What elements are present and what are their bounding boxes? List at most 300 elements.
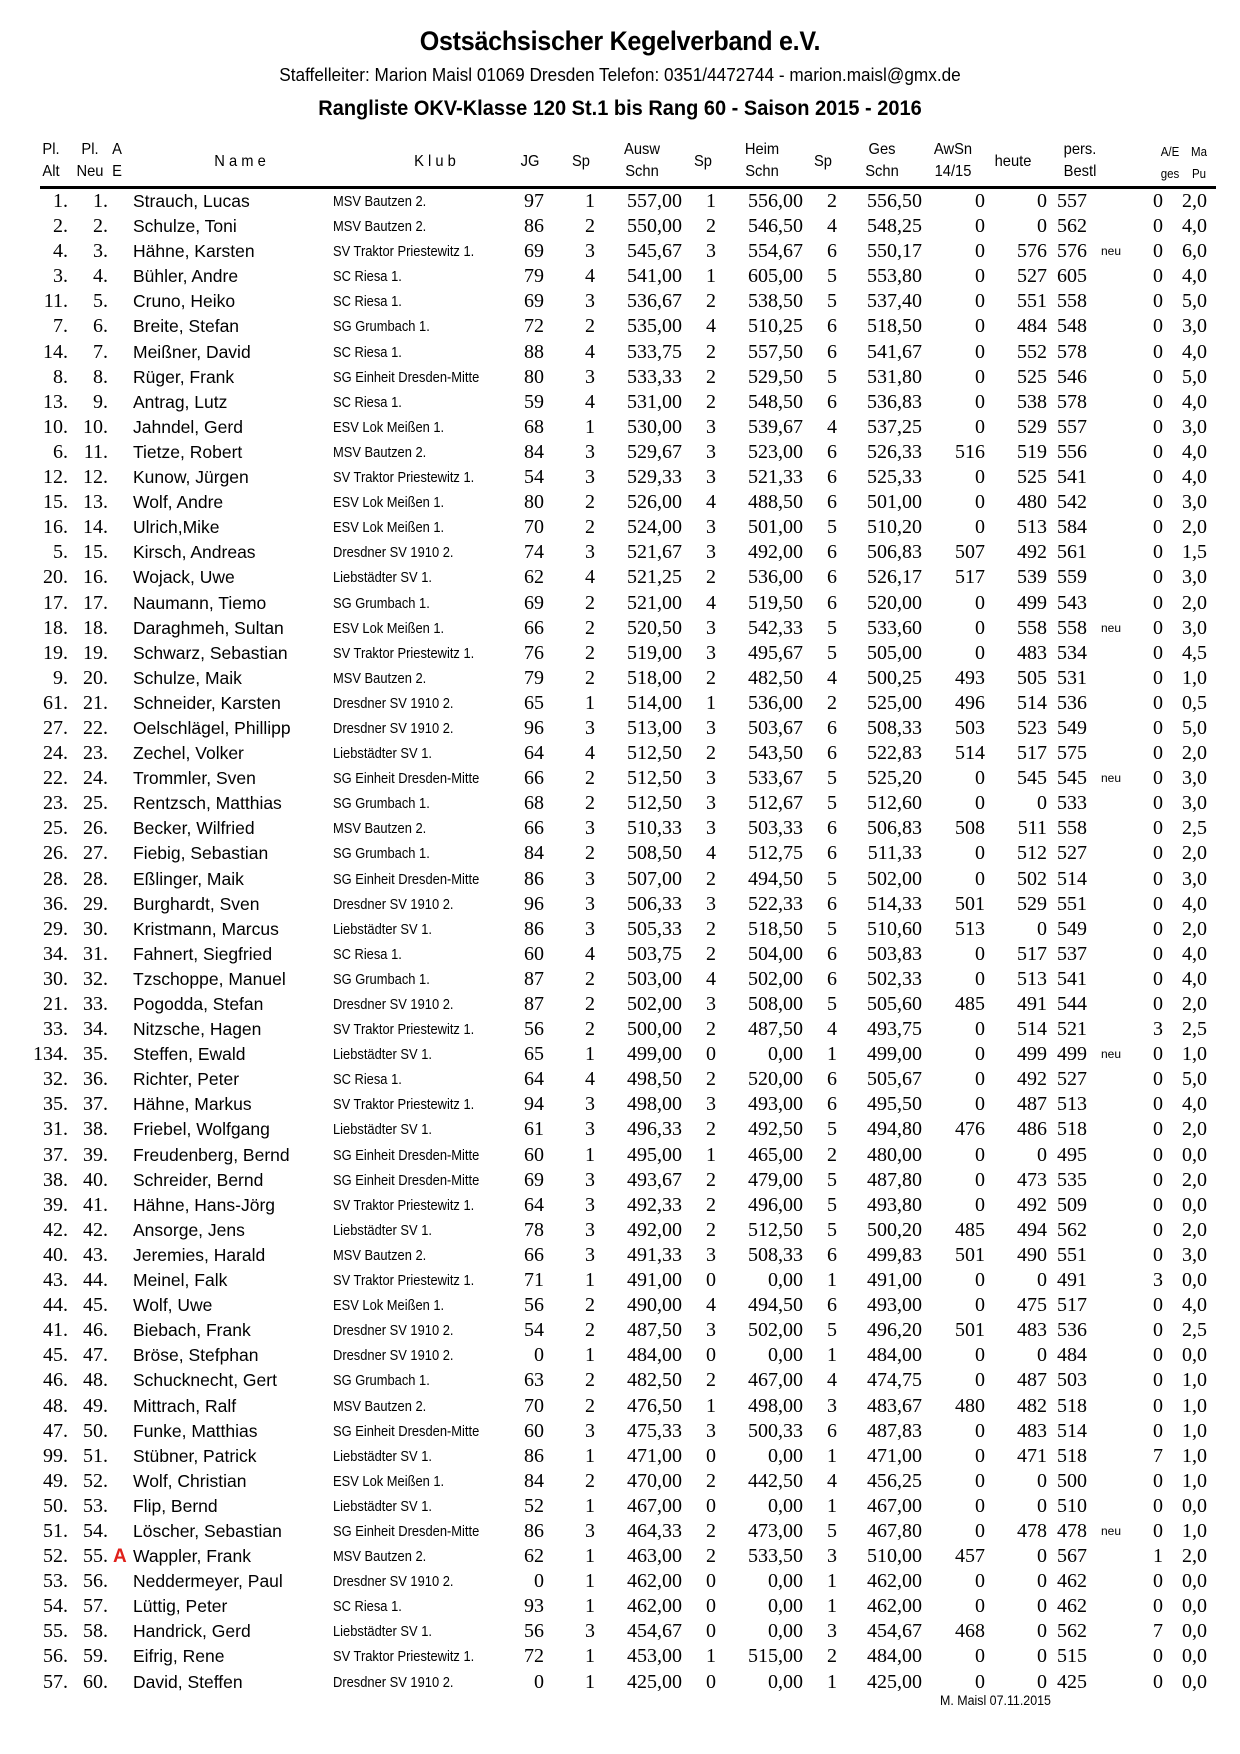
cell-sp1: 3 — [585, 1118, 595, 1141]
table-row — [0, 1293, 1240, 1318]
cell-sp2: 3 — [706, 466, 716, 489]
table-row — [0, 1444, 1240, 1469]
cell-ae-ges: 0 — [1153, 315, 1163, 338]
cell-sp3: 2 — [827, 691, 837, 714]
cell-pl-neu: 59. — [83, 1645, 108, 1668]
cell-ges-schn: 501,00 — [867, 491, 922, 514]
table-row — [0, 766, 1240, 791]
cell-pers-best: 558 — [1057, 616, 1087, 639]
cell-club: SC Riesa 1. — [333, 945, 402, 963]
cell-heim-schn: 536,00 — [748, 691, 803, 714]
cell-name: Richter, Peter — [133, 1069, 240, 1090]
cell-pl-alt: 4. — [53, 240, 68, 263]
cell-ma-pu: 2,0 — [1182, 1218, 1207, 1241]
cell-jg: 96 — [524, 892, 544, 915]
cell-heim-schn: 512,75 — [748, 842, 803, 865]
cell-pl-neu: 12. — [83, 466, 108, 489]
cell-heim-schn: 0,00 — [768, 1269, 803, 1292]
cell-heim-schn: 494,50 — [748, 867, 803, 890]
col-heute: heute — [994, 153, 1032, 170]
cell-ausw-schn: 513,00 — [627, 716, 682, 739]
cell-heim-schn: 0,00 — [768, 1444, 803, 1467]
cell-ma-pu: 1,5 — [1182, 541, 1207, 564]
cell-neu-flag: neu — [1101, 1047, 1122, 1062]
cell-jg: 96 — [524, 716, 544, 739]
cell-sp1: 2 — [585, 1369, 595, 1392]
cell-ausw-schn: 503,75 — [627, 942, 682, 965]
cell-ae-ges: 1 — [1153, 1545, 1163, 1568]
cell-name: Meinel, Falk — [133, 1270, 228, 1291]
cell-sp1: 3 — [585, 817, 595, 840]
cell-club: SV Traktor Priestewitz 1. — [333, 1272, 475, 1290]
cell-pl-neu: 38. — [83, 1118, 108, 1141]
cell-sp1: 2 — [585, 967, 595, 990]
cell-ae-ges: 0 — [1153, 1645, 1163, 1668]
cell-club: SG Einheit Dresden-Mitte — [333, 1146, 480, 1164]
col-awsn-1: AwSn — [933, 141, 973, 158]
cell-pl-alt: 54. — [43, 1595, 68, 1618]
cell-jg: 56 — [524, 1620, 544, 1643]
cell-awsn: 0 — [975, 867, 985, 890]
cell-jg: 79 — [524, 265, 544, 288]
cell-ausw-schn: 519,00 — [627, 641, 682, 664]
cell-pers-best: 527 — [1057, 842, 1087, 865]
cell-sp1: 1 — [585, 415, 595, 438]
cell-ges-schn: 537,40 — [867, 290, 922, 313]
cell-ges-schn: 493,75 — [867, 1018, 922, 1041]
cell-ausw-schn: 557,00 — [627, 190, 682, 212]
cell-heute: 475 — [1017, 1294, 1047, 1317]
cell-ae-ges: 0 — [1153, 792, 1163, 815]
cell-heim-schn: 488,50 — [748, 491, 803, 514]
cell-name: Pogodda, Stefan — [133, 994, 264, 1014]
cell-name: Meißner, David — [133, 341, 251, 362]
cell-name: Funke, Matthias — [133, 1420, 258, 1441]
ranking-heading: Rangliste OKV-Klasse 120 St.1 bis Rang 60 - Saison 2015 - 2016 — [318, 96, 922, 120]
cell-sp2: 2 — [706, 215, 716, 238]
cell-heute: 0 — [1037, 1344, 1047, 1367]
col-mapu-2: Pu — [1191, 167, 1207, 181]
cell-club: MSV Bautzen 2. — [333, 669, 427, 687]
cell-ausw-schn: 493,67 — [627, 1168, 682, 1191]
cell-pl-alt: 3. — [53, 265, 68, 288]
cell-heute: 513 — [1017, 967, 1047, 990]
cell-sp3: 6 — [827, 817, 837, 840]
cell-heute: 511 — [1017, 817, 1047, 840]
col-best-2: Bestl — [1063, 163, 1097, 180]
cell-heim-schn: 556,00 — [748, 190, 803, 212]
cell-jg: 69 — [524, 591, 544, 614]
cell-heute: 505 — [1017, 666, 1047, 689]
cell-ges-schn: 556,50 — [867, 190, 922, 212]
cell-sp3: 2 — [827, 1143, 837, 1166]
cell-jg: 84 — [524, 440, 544, 463]
table-row — [0, 1268, 1240, 1293]
cell-pers-best: 515 — [1057, 1645, 1087, 1668]
cell-pers-best: 557 — [1057, 190, 1087, 212]
cell-name: David, Steffen — [133, 1671, 243, 1692]
cell-ae-ges: 0 — [1153, 742, 1163, 765]
table-row — [0, 239, 1240, 264]
cell-heute: 486 — [1017, 1118, 1047, 1141]
cell-pers-best: 541 — [1057, 466, 1087, 489]
cell-ma-pu: 5,0 — [1182, 1068, 1207, 1091]
cell-pers-best: 543 — [1057, 591, 1087, 614]
cell-heim-schn: 0,00 — [768, 1620, 803, 1643]
cell-awsn: 485 — [955, 993, 985, 1015]
cell-ausw-schn: 470,00 — [627, 1469, 682, 1492]
cell-ausw-schn: 506,33 — [627, 892, 682, 915]
cell-ges-schn: 505,67 — [867, 1068, 922, 1091]
cell-pl-alt: 35. — [43, 1093, 68, 1116]
cell-name: Cruno, Heiko — [133, 291, 236, 312]
cell-ges-schn: 506,83 — [867, 817, 922, 840]
cell-neu-flag: neu — [1101, 244, 1122, 259]
cell-awsn: 0 — [975, 516, 985, 539]
cell-pl-alt: 61. — [43, 691, 68, 714]
cell-name: Rentzsch, Matthias — [133, 793, 282, 814]
cell-ausw-schn: 521,00 — [627, 591, 682, 614]
cell-sp2: 3 — [706, 641, 716, 664]
cell-ges-schn: 536,83 — [867, 390, 922, 413]
cell-pl-neu: 13. — [83, 491, 108, 514]
table-row — [0, 1368, 1240, 1393]
col-ae-1: A — [112, 141, 122, 158]
cell-ae-ges: 0 — [1153, 1570, 1163, 1593]
cell-heute: 523 — [1017, 716, 1047, 739]
cell-sp1: 2 — [585, 792, 595, 815]
cell-sp3: 5 — [827, 1118, 837, 1141]
cell-awsn: 0 — [975, 792, 985, 815]
cell-club: ESV Lok Meißen 1. — [333, 1472, 445, 1490]
cell-jg: 66 — [524, 817, 544, 840]
cell-pers-best: 575 — [1057, 742, 1087, 765]
cell-heim-schn: 521,33 — [748, 466, 803, 489]
cell-ae-ges: 0 — [1153, 240, 1163, 263]
cell-heute: 514 — [1017, 1018, 1047, 1041]
cell-ausw-schn: 463,00 — [627, 1545, 682, 1568]
cell-ae-ges: 0 — [1153, 1218, 1163, 1241]
cell-pl-neu: 49. — [83, 1394, 108, 1417]
cell-sp1: 2 — [585, 842, 595, 865]
cell-sp1: 3 — [585, 1168, 595, 1191]
table-row — [0, 1067, 1240, 1092]
cell-club: SG Grumbach 1. — [333, 318, 430, 336]
cell-heute: 525 — [1017, 365, 1047, 388]
cell-pl-neu: 22. — [83, 716, 108, 739]
cell-ae-ges: 0 — [1153, 1369, 1163, 1392]
cell-sp3: 6 — [827, 967, 837, 990]
cell-pl-neu: 46. — [83, 1319, 108, 1342]
cell-sp3: 6 — [827, 491, 837, 514]
cell-sp1: 2 — [585, 315, 595, 338]
cell-pers-best: 517 — [1057, 1294, 1087, 1317]
cell-pers-best: 518 — [1057, 1444, 1087, 1467]
cell-ges-schn: 510,60 — [867, 917, 922, 940]
cell-sp1: 3 — [585, 290, 595, 313]
cell-sp2: 0 — [706, 1620, 716, 1643]
cell-jg: 87 — [524, 967, 544, 990]
cell-ae-ges: 0 — [1153, 1394, 1163, 1417]
cell-sp3: 6 — [827, 566, 837, 589]
cell-ges-schn: 506,83 — [867, 541, 922, 564]
cell-ae-ges: 3 — [1153, 1018, 1163, 1041]
cell-pl-neu: 56. — [83, 1570, 108, 1593]
cell-heute: 0 — [1037, 215, 1047, 238]
cell-jg: 68 — [524, 415, 544, 438]
table-row — [0, 1494, 1240, 1519]
cell-heute: 545 — [1017, 767, 1047, 790]
cell-ges-schn: 483,67 — [867, 1394, 922, 1417]
cell-ma-pu: 3,0 — [1182, 767, 1207, 790]
table-row — [0, 616, 1240, 641]
cell-ae-ges: 0 — [1153, 1319, 1163, 1342]
cell-awsn: 480 — [955, 1394, 985, 1417]
cell-pl-neu: 45. — [83, 1294, 108, 1317]
cell-club: Dresdner SV 1910 2. — [333, 544, 454, 562]
col-ges-1: Ges — [868, 141, 896, 158]
cell-jg: 56 — [524, 1018, 544, 1041]
table-row — [0, 289, 1240, 314]
table-row — [0, 465, 1240, 490]
cell-pl-neu: 31. — [83, 942, 108, 965]
cell-pl-neu: 48. — [83, 1369, 108, 1392]
cell-club: ESV Lok Meißen 1. — [333, 519, 445, 537]
cell-name: Schneider, Karsten — [133, 692, 281, 713]
cell-pers-best: 542 — [1057, 491, 1087, 514]
cell-pl-alt: 43. — [43, 1269, 68, 1292]
cell-ae-ges: 0 — [1153, 1168, 1163, 1191]
cell-pers-best: 584 — [1057, 516, 1087, 539]
cell-awsn: 0 — [975, 767, 985, 790]
col-awsn-2: 14/15 — [934, 163, 972, 180]
cell-awsn: 496 — [955, 691, 985, 714]
cell-club: SC Riesa 1. — [333, 1071, 402, 1089]
cell-ausw-schn: 462,00 — [627, 1595, 682, 1618]
cell-ausw-schn: 505,33 — [627, 917, 682, 940]
cell-sp2: 4 — [706, 967, 716, 990]
cell-sp2: 2 — [706, 566, 716, 589]
cell-jg: 65 — [524, 1043, 544, 1066]
cell-pers-best: 484 — [1057, 1344, 1087, 1367]
cell-awsn: 0 — [975, 1344, 985, 1367]
cell-heim-schn: 473,00 — [748, 1519, 803, 1542]
cell-awsn: 0 — [975, 340, 985, 363]
cell-sp1: 1 — [585, 1545, 595, 1568]
cell-club: SG Grumbach 1. — [333, 970, 430, 988]
table-row — [0, 189, 1240, 214]
cell-ges-schn: 512,60 — [867, 792, 922, 815]
cell-ae-ges: 0 — [1153, 942, 1163, 965]
cell-name: Naumann, Tiemo — [133, 592, 267, 613]
cell-ausw-schn: 491,00 — [627, 1269, 682, 1292]
cell-ausw-schn: 521,67 — [627, 541, 682, 564]
cell-jg: 88 — [524, 340, 544, 363]
cell-name: Burghardt, Sven — [133, 893, 260, 914]
cell-heim-schn: 482,50 — [748, 666, 803, 689]
cell-pers-best: 535 — [1057, 1168, 1087, 1191]
cell-sp2: 1 — [706, 190, 716, 212]
cell-pl-neu: 37. — [83, 1093, 108, 1116]
cell-sp3: 5 — [827, 1168, 837, 1191]
cell-ma-pu: 2,0 — [1182, 1118, 1207, 1141]
cell-pl-neu: 42. — [83, 1218, 108, 1241]
cell-pl-alt: 57. — [43, 1670, 68, 1693]
cell-pers-best: 531 — [1057, 666, 1087, 689]
cell-heim-schn: 496,00 — [748, 1193, 803, 1216]
cell-sp3: 6 — [827, 315, 837, 338]
cell-pers-best: 545 — [1057, 767, 1087, 790]
cell-pl-alt: 53. — [43, 1570, 68, 1593]
cell-pl-alt: 10. — [43, 415, 68, 438]
cell-sp2: 3 — [706, 1093, 716, 1116]
cell-sp2: 3 — [706, 541, 716, 564]
cell-pers-best: 558 — [1057, 290, 1087, 313]
cell-sp2: 1 — [706, 1394, 716, 1417]
cell-ges-schn: 462,00 — [867, 1570, 922, 1593]
cell-club: Dresdner SV 1910 2. — [333, 1673, 454, 1691]
cell-pl-alt: 36. — [43, 892, 68, 915]
cell-ausw-schn: 467,00 — [627, 1494, 682, 1517]
cell-heute: 0 — [1037, 1670, 1047, 1693]
cell-pers-best: 514 — [1057, 1419, 1087, 1442]
table-row — [0, 666, 1240, 691]
cell-pl-neu: 2. — [93, 215, 108, 238]
cell-club: SV Traktor Priestewitz 1. — [333, 243, 475, 261]
cell-pl-neu: 24. — [83, 767, 108, 790]
cell-sp1: 4 — [585, 390, 595, 413]
cell-pl-neu: 41. — [83, 1193, 108, 1216]
cell-name: Oelschlägel, Phillipp — [133, 717, 291, 738]
cell-pers-best: 536 — [1057, 1319, 1087, 1342]
cell-jg: 61 — [524, 1118, 544, 1141]
cell-sp1: 3 — [585, 541, 595, 564]
cell-sp3: 6 — [827, 390, 837, 413]
cell-jg: 86 — [524, 215, 544, 238]
cell-sp3: 5 — [827, 1193, 837, 1216]
cell-ma-pu: 4,0 — [1182, 1294, 1207, 1317]
cell-heim-schn: 543,50 — [748, 742, 803, 765]
cell-sp2: 2 — [706, 340, 716, 363]
cell-sp2: 2 — [706, 1519, 716, 1542]
cell-pers-best: 513 — [1057, 1093, 1087, 1116]
cell-name: Neddermeyer, Paul — [133, 1571, 283, 1592]
cell-ae-ges: 0 — [1153, 993, 1163, 1015]
cell-pl-alt: 30. — [43, 967, 68, 990]
cell-jg: 86 — [524, 1444, 544, 1467]
cell-name: Löscher, Sebastian — [133, 1520, 282, 1541]
cell-pers-best: 527 — [1057, 1068, 1087, 1091]
cell-sp1: 3 — [585, 1419, 595, 1442]
cell-heute: 487 — [1017, 1093, 1047, 1116]
cell-ausw-schn: 464,33 — [627, 1519, 682, 1542]
cell-ae-ges: 0 — [1153, 1419, 1163, 1442]
cell-awsn: 0 — [975, 641, 985, 664]
cell-pl-alt: 41. — [43, 1319, 68, 1342]
cell-name: Bröse, Stefphan — [133, 1345, 259, 1366]
table-row — [0, 540, 1240, 565]
cell-jg: 54 — [524, 1319, 544, 1342]
cell-sp2: 3 — [706, 792, 716, 815]
cell-pl-neu: 25. — [83, 792, 108, 815]
cell-ausw-schn: 541,00 — [627, 265, 682, 288]
cell-name: Zechel, Volker — [133, 743, 244, 764]
cell-pl-alt: 48. — [43, 1394, 68, 1417]
cell-ausw-schn: 545,67 — [627, 240, 682, 263]
cell-ges-schn: 505,00 — [867, 641, 922, 664]
cell-pl-neu: 53. — [83, 1494, 108, 1517]
cell-club: SV Traktor Priestewitz 1. — [333, 1196, 475, 1214]
cell-pl-neu: 15. — [83, 541, 108, 564]
cell-sp2: 2 — [706, 390, 716, 413]
cell-pl-neu: 23. — [83, 742, 108, 765]
cell-ae-ges: 0 — [1153, 516, 1163, 539]
cell-ma-pu: 3,0 — [1182, 315, 1207, 338]
col-sp3: Sp — [813, 153, 832, 170]
cell-club: Dresdner SV 1910 2. — [333, 719, 454, 737]
cell-ae-ges: 0 — [1153, 1143, 1163, 1166]
table-row — [0, 1419, 1240, 1444]
cell-sp3: 6 — [827, 742, 837, 765]
cell-sp3: 2 — [827, 1645, 837, 1668]
cell-ges-schn: 502,33 — [867, 967, 922, 990]
cell-ges-schn: 484,00 — [867, 1645, 922, 1668]
cell-pl-alt: 2. — [53, 215, 68, 238]
cell-jg: 70 — [524, 1394, 544, 1417]
cell-awsn: 0 — [975, 365, 985, 388]
cell-jg: 97 — [524, 190, 544, 212]
cell-pl-alt: 7. — [53, 315, 68, 338]
cell-club: SG Einheit Dresden-Mitte — [333, 1171, 480, 1189]
cell-pl-alt: 38. — [43, 1168, 68, 1191]
cell-name: Jahndel, Gerd — [133, 416, 243, 437]
cell-awsn: 0 — [975, 290, 985, 313]
cell-ma-pu: 1,0 — [1182, 1419, 1207, 1442]
cell-heim-schn: 494,50 — [748, 1294, 803, 1317]
cell-name: Kristmann, Marcus — [133, 918, 279, 939]
cell-name: Steffen, Ewald — [133, 1044, 246, 1065]
cell-ausw-schn: 508,50 — [627, 842, 682, 865]
cell-sp2: 0 — [706, 1670, 716, 1693]
cell-club: SC Riesa 1. — [333, 343, 402, 361]
table-row — [0, 1544, 1240, 1569]
cell-ges-schn: 510,00 — [867, 1545, 922, 1568]
cell-sp2: 2 — [706, 917, 716, 940]
cell-ausw-schn: 484,00 — [627, 1344, 682, 1367]
cell-heute: 525 — [1017, 466, 1047, 489]
cell-name: Mittrach, Ralf — [133, 1395, 237, 1416]
cell-pl-neu: 40. — [83, 1168, 108, 1191]
cell-pl-neu: 35. — [83, 1043, 108, 1066]
cell-pl-alt: 22. — [43, 767, 68, 790]
cell-pl-alt: 37. — [43, 1143, 68, 1166]
cell-club: Liebstädter SV 1. — [333, 1623, 432, 1641]
cell-sp1: 3 — [585, 892, 595, 915]
cell-pl-alt: 19. — [43, 641, 68, 664]
cell-ae-ges: 0 — [1153, 491, 1163, 514]
cell-heute: 483 — [1017, 1419, 1047, 1442]
cell-ae-ges: 0 — [1153, 842, 1163, 865]
cell-pers-best: 514 — [1057, 867, 1087, 890]
cell-awsn: 0 — [975, 1595, 985, 1618]
cell-sp1: 2 — [585, 1018, 595, 1041]
cell-jg: 71 — [524, 1269, 544, 1292]
table-row — [0, 1318, 1240, 1343]
cell-ges-schn: 510,20 — [867, 516, 922, 539]
cell-ma-pu: 0,0 — [1182, 1269, 1207, 1292]
cell-sp3: 6 — [827, 1068, 837, 1091]
contact-line: Staffelleiter: Marion Maisl 01069 Dresden Telefon: 0351/4472744 - marion.maisl@gmx.de — [279, 64, 961, 85]
